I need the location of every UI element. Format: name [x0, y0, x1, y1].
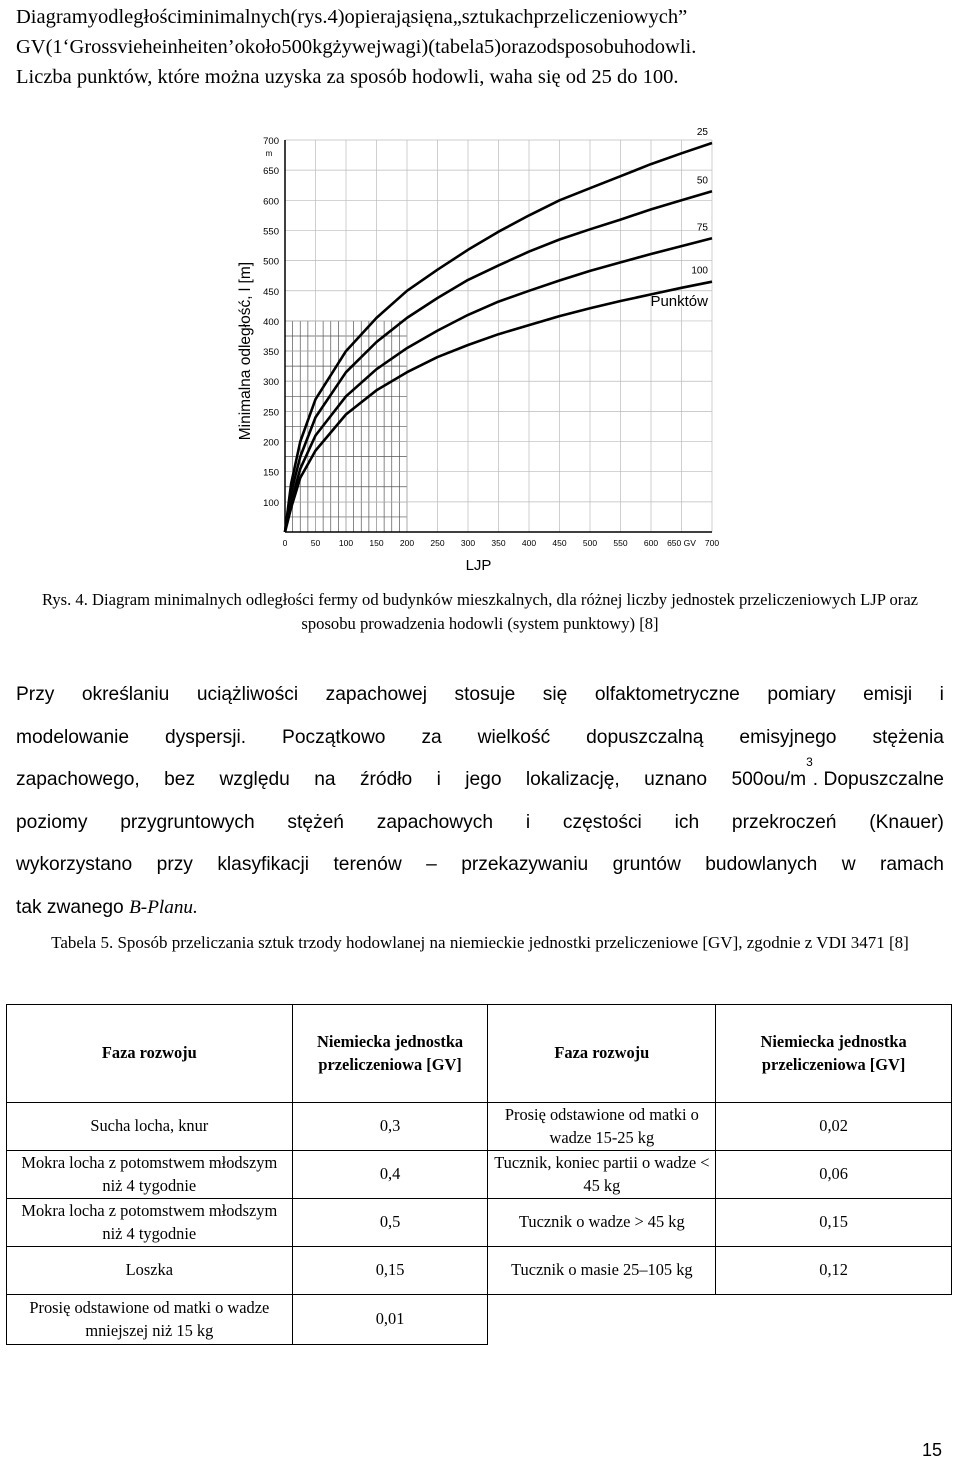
body-word: klasyfikacji [217, 854, 310, 875]
body-line-1 [16, 674, 944, 717]
body-word: ramach [879, 854, 944, 875]
body-word: na [314, 769, 336, 790]
gv-cell: 0,06 [716, 1151, 952, 1199]
body-line-5 [16, 844, 944, 887]
faza-cell: Mokra locha z potomstwem młodszym niż 4 tygodnie [7, 1199, 293, 1247]
y-tick-label: 450 [263, 286, 279, 298]
x-tick-label: 50 [310, 538, 321, 548]
intro-word: (tabela [428, 36, 484, 58]
x-tick-label: 150 [369, 538, 384, 548]
empty-cell [488, 1295, 716, 1345]
body-word: i [939, 684, 944, 705]
y-tick-label: 650 [263, 166, 279, 178]
faza-cell: Prosię odstawione od matki o wadze 15-25 kg [488, 1103, 716, 1151]
intro-word: hodowli. [624, 36, 697, 58]
intro-line-1 [16, 2, 944, 32]
y-tick-label: 550 [263, 226, 279, 238]
body-word: gruntów [612, 854, 681, 875]
table-row [7, 1151, 952, 1199]
odour-limit-unit: 500ou/m [731, 769, 807, 790]
table-row [7, 1247, 952, 1295]
body-word: się [542, 684, 568, 705]
y-tick-label: 150 [263, 467, 279, 479]
body-word: emisji [863, 684, 913, 705]
body-word: zapachowej [325, 684, 427, 705]
body-word: względu [219, 769, 290, 790]
table-caption: Tabela 5. Sposób przeliczania sztuk trzody hodowlanej na niemieckie jednostki przeliczeniowe [GV], zgodnie z VDI 3471 [8] [51, 933, 909, 952]
intro-word: „sztukach [452, 6, 534, 28]
body-line-6 [16, 887, 944, 930]
header-faza-right: Faza rozwoju [488, 1005, 716, 1103]
intro-word: około [234, 36, 282, 58]
series-label: 75 [696, 222, 708, 234]
x-tick-label: 650 GV [667, 538, 696, 548]
table-row [7, 1103, 952, 1151]
gv-cell: 0,15 [716, 1199, 952, 1247]
body-word: Przy [16, 684, 55, 705]
body-word: częstości [562, 811, 642, 833]
body-word: dyspersji. [165, 726, 247, 748]
x-tick-label: 200 [399, 538, 415, 548]
intro-paragraph [16, 2, 944, 92]
body-word: pomiary [767, 684, 836, 705]
intro-word: GV [16, 36, 46, 58]
x-tick-label: 100 [338, 538, 354, 548]
table-row [7, 1199, 952, 1247]
body-word: uciążliwości [196, 684, 299, 705]
gv-cell: 0,12 [716, 1247, 952, 1295]
header-gv-left: Niemiecka jednostka przeliczeniowa [GV] [292, 1005, 488, 1103]
y-axis-title: Minimalna odległość, l [m] [237, 261, 254, 441]
intro-word: przeliczeniowych” [533, 6, 688, 28]
intro-word: 5) [483, 36, 502, 58]
x-tick-label: 300 [460, 538, 476, 548]
intro-word: odległości [97, 6, 183, 28]
faza-cell: Tucznik o masie 25–105 kg [488, 1247, 716, 1295]
distance-chart [228, 128, 728, 578]
intro-word: od [536, 36, 557, 58]
header-gv-right: Niemiecka jednostka przeliczeniowa [GV] [716, 1005, 952, 1103]
intro-word: na [433, 6, 453, 28]
faza-cell: Tucznik o wadze > 45 kg [488, 1199, 716, 1247]
x-tick-label: 400 [521, 538, 537, 548]
faza-cell: Tucznik, koniec partii o wadze < 45 kg [488, 1151, 716, 1199]
intro-word: minimalnych [182, 6, 291, 28]
x-axis-title: LJP [465, 557, 492, 574]
intro-line-3: Liczba punktów, które można uzyska za sposób hodowli, waha się od 25 do 100. [16, 66, 679, 88]
intro-word: (1‘Grossvieheinheiten’ [45, 36, 235, 58]
b-plan-term: B-Planu. [129, 896, 198, 918]
intro-word: opierają [344, 6, 411, 28]
body-word: uznano [644, 769, 708, 790]
intro-word: wagi) [381, 36, 429, 58]
unit-exponent: 3 [806, 755, 813, 769]
body-word: olfaktometryczne [594, 684, 740, 705]
y-tick-label: 300 [263, 377, 279, 389]
series-label: 100 [691, 265, 708, 277]
body-word: stężeń [287, 811, 344, 833]
body-word: i [436, 769, 441, 790]
x-tick-label: 500 [582, 538, 598, 548]
body-word: poziomy [16, 811, 88, 833]
body-word: stosuje [454, 684, 516, 705]
figure-caption: Rys. 4. Diagram minimalnych odległości fermy od budynków mieszkalnych, dla różnej liczby jednostek przeliczeniowych LJP oraz sposobu prowadzenia hodowli (system punktowy) [8] [41, 590, 919, 633]
table-row [7, 1295, 952, 1345]
y-tick-label: 100 [263, 497, 279, 509]
body-word: źródło [359, 769, 413, 790]
intro-line-2 [16, 32, 944, 62]
x-tick-label: 700 [704, 538, 720, 548]
intro-word: 4) [327, 6, 345, 28]
body-line-6-text: tak zwanego [16, 896, 130, 918]
header-faza-left: Faza rozwoju [7, 1005, 293, 1103]
body-word: lokalizację, [525, 769, 620, 790]
page-number: 15 [921, 1440, 942, 1460]
intro-word: oraz [501, 36, 537, 58]
body-word: . Dopuszczalne [812, 769, 944, 790]
body-line-4 [16, 802, 944, 845]
body-word: Początkowo [282, 726, 386, 748]
faza-cell: Loszka [7, 1247, 293, 1295]
body-word: w [841, 854, 856, 875]
body-word: przekroczeń [731, 811, 837, 833]
empty-cell [716, 1295, 952, 1345]
body-word: przy [156, 854, 193, 875]
legend-title: Punktów [650, 292, 708, 310]
body-word: (Knauer) [869, 811, 944, 833]
body-word: wielkość [477, 726, 551, 748]
series-label: 50 [696, 175, 708, 187]
table-header-row [7, 1005, 952, 1103]
body-word: emisyjnego [739, 726, 837, 748]
y-tick-label: 250 [263, 407, 279, 419]
x-tick-label: 600 [643, 538, 659, 548]
x-tick-label: 0 [282, 538, 288, 548]
body-word: zapachowego, [16, 769, 140, 790]
intro-word: (rys. [290, 6, 328, 28]
chart-grid [285, 140, 712, 532]
body-word: zapachowych [376, 811, 494, 833]
gv-cell: 0,5 [292, 1199, 488, 1247]
body-word: ich [674, 811, 700, 833]
series-label: 25 [696, 128, 708, 139]
x-tick-label: 250 [430, 538, 445, 548]
gv-table [6, 1004, 952, 1345]
gv-cell: 0,01 [292, 1295, 488, 1345]
body-word: – [426, 854, 437, 875]
body-word: stężenia [872, 726, 944, 748]
y-tick-label: 600 [263, 196, 279, 208]
y-tick-label: 700 [263, 136, 279, 147]
intro-word: żywej [332, 36, 382, 58]
gv-cell: 0,02 [716, 1103, 952, 1151]
faza-cell: Prosię odstawione od matki o wadze mniejszej niż 15 kg [7, 1295, 293, 1345]
body-line-3 [16, 755, 944, 802]
x-tick-label: 350 [491, 538, 506, 548]
body-word: określaniu [81, 684, 170, 705]
intro-word: się [410, 6, 434, 28]
body-word: dopuszczalną [586, 726, 704, 748]
body-word: terenów [333, 854, 402, 875]
body-line-2 [16, 717, 944, 760]
y-tick-label: 400 [263, 316, 279, 328]
body-word: za [421, 726, 442, 748]
body-word: jego [465, 769, 502, 790]
x-tick-label: 450 [552, 538, 567, 548]
body-word: i [525, 811, 531, 833]
y-unit-label: m [265, 149, 273, 158]
body-word: budowlanych [705, 854, 818, 875]
body-word: bez [164, 769, 196, 790]
body-word: przekazywaniu [461, 854, 589, 875]
faza-cell: Sucha locha, knur [7, 1103, 293, 1151]
gv-cell: 0,3 [292, 1103, 488, 1151]
y-tick-label: 200 [263, 437, 279, 449]
intro-word: 500kg [281, 36, 333, 58]
faza-cell: Mokra locha z potomstwem młodszym niż 4 tygodnie [7, 1151, 293, 1199]
y-tick-label: 500 [263, 256, 279, 268]
body-word: modelowanie [16, 726, 130, 748]
body-word: wykorzystano [16, 854, 133, 875]
y-tick-label: 350 [263, 347, 279, 359]
gv-cell: 0,4 [292, 1151, 488, 1199]
body-paragraph [16, 674, 944, 929]
gv-cell: 0,15 [292, 1247, 488, 1295]
intro-word: Diagramy [16, 6, 98, 28]
body-word: przygruntowych [120, 811, 255, 833]
intro-word: sposobu [556, 36, 625, 58]
x-tick-label: 550 [613, 538, 628, 548]
odour-limit-value [731, 755, 944, 802]
